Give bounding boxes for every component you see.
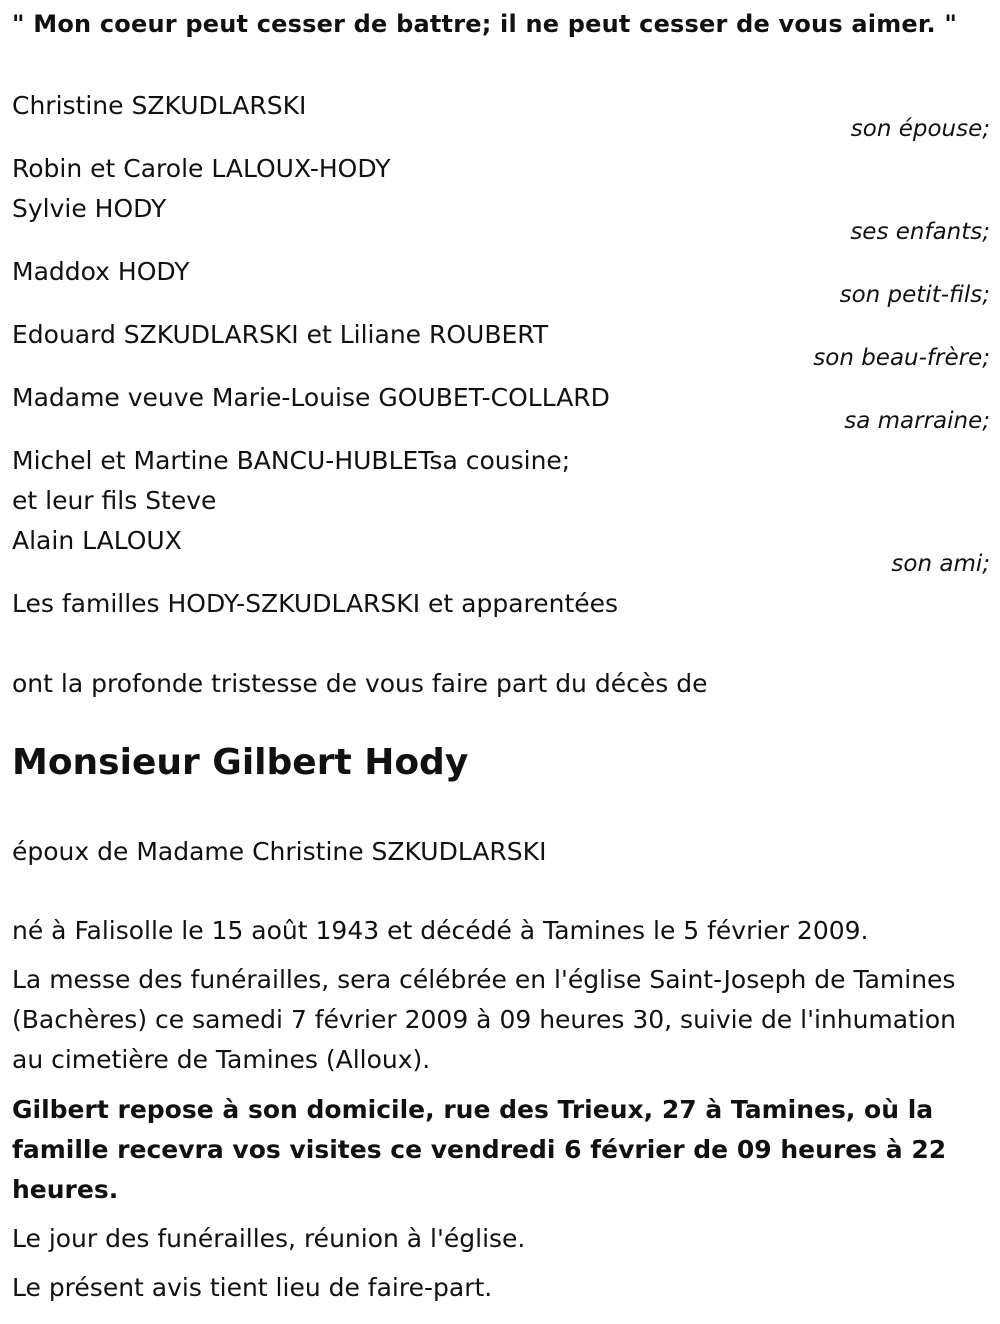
mourner-name: Les familles HODY-SZKUDLARSKI et apparentées — [12, 589, 619, 618]
mourner-name: Alain LALOUX — [12, 526, 182, 555]
mourner-name: Michel et Martine BANCU-HUBLETsa cousine; — [12, 446, 571, 475]
notice-text: Le présent avis tient lieu de faire-part. — [12, 1273, 493, 1302]
mourner-role: son ami; — [891, 551, 990, 577]
mourner-role: son épouse; — [850, 116, 990, 142]
mourner-name: et leur fils Steve — [12, 486, 217, 515]
mourner-name: Robin et Carole LALOUX-HODY — [12, 154, 391, 183]
mourner-role: ses enfants; — [850, 219, 990, 245]
visitation-text: Gilbert repose à son domicile, rue des Trieux, 27 à Tamines, où la famille recevra vos visites ce vendredi 6 février de 09 heures à 22 heures. — [12, 1095, 947, 1204]
birth-death-text: né à Falisolle le 15 août 1943 et décédé à Tamines le 5 février 2009. — [12, 916, 869, 945]
epigraph-quote: " Mon coeur peut cesser de battre; il ne peut cesser de vous aimer. " — [12, 10, 958, 38]
mourner-role: son beau-frère; — [813, 345, 990, 371]
mourner-name: Edouard SZKUDLARSKI et Liliane ROUBERT — [12, 320, 549, 349]
mourner-name: Christine SZKUDLARSKI — [12, 91, 307, 120]
funeral-mass-text: La messe des funérailles, sera célébrée en l'église Saint-Joseph de Tamines (Bachères) ce samedi 7 février 2009 à 09 heures 30, suivie de l'inhumation au cimetière de Tamines (Alloux). — [12, 965, 956, 1074]
mourner-name: Maddox HODY — [12, 257, 190, 286]
mourner-role: son petit-fils; — [839, 282, 990, 308]
meeting-text: Le jour des funérailles, réunion à l'église. — [12, 1224, 526, 1253]
mourner-role: sa marraine; — [844, 408, 990, 434]
deceased-name: Monsieur Gilbert Hody — [12, 742, 469, 783]
announcement-text: ont la profonde tristesse de vous faire part du décès de — [12, 669, 708, 698]
mourner-name: Sylvie HODY — [12, 194, 167, 223]
spouse-line: époux de Madame Christine SZKUDLARSKI — [12, 837, 547, 866]
mourner-name: Madame veuve Marie-Louise GOUBET-COLLARD — [12, 383, 610, 412]
